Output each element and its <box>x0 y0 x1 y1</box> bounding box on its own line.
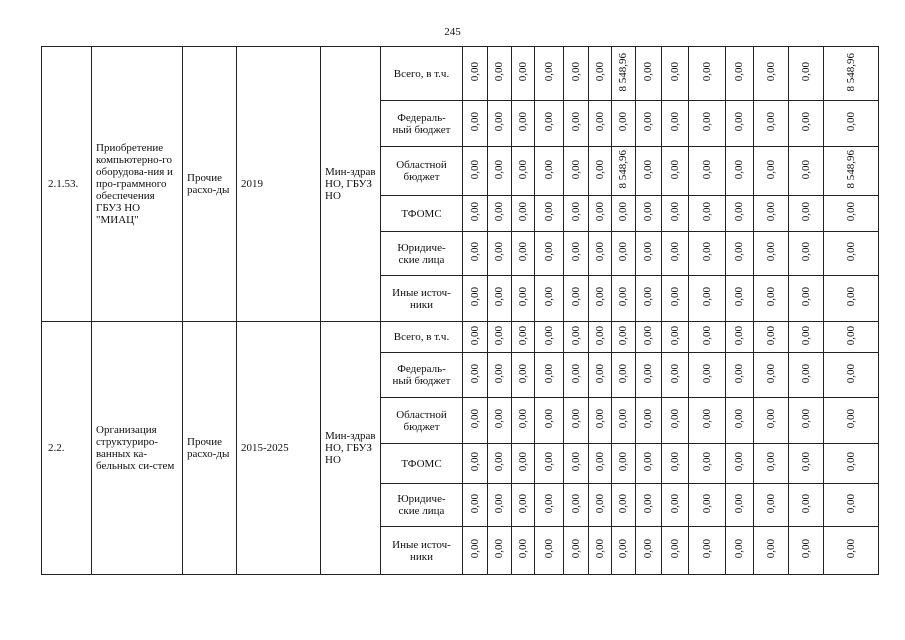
value-cell: 0,00 <box>799 112 812 132</box>
value-cell: 0,00 <box>593 363 606 384</box>
value-cell: 0,00 <box>733 539 745 559</box>
value-cell: 0,00 <box>642 452 654 472</box>
value-cell: 0,00 <box>493 62 505 82</box>
value-cell: 0,00 <box>468 409 481 429</box>
value-cell: 0,00 <box>593 493 606 514</box>
executor: Мин-здрав НО, ГБУЗ НО <box>321 47 381 322</box>
value-cell: 0,00 <box>700 325 713 346</box>
value-cell: 0,00 <box>764 159 777 180</box>
value-cell: 0,00 <box>642 409 654 429</box>
value-cell: 0,00 <box>468 242 481 262</box>
value-cell: 0,00 <box>617 202 629 222</box>
value-cell: 0,00 <box>516 452 529 472</box>
value-cell: 0,00 <box>493 363 505 384</box>
value-cell: 0,00 <box>733 112 745 132</box>
value-cell: 0,00 <box>542 409 555 429</box>
value-cell: 0,00 <box>700 539 713 559</box>
period: 2015-2025 <box>237 322 321 575</box>
value-cell: 0,00 <box>468 363 481 384</box>
value-cell: 0,00 <box>700 409 713 429</box>
source-label: ТФОМС <box>381 444 463 484</box>
source-label: Федераль- ный бюджет <box>381 101 463 147</box>
value-cell: 0,00 <box>844 363 857 384</box>
value-cell: 0,00 <box>642 325 654 346</box>
value-cell: 0,00 <box>468 325 481 346</box>
value-cell: 0,00 <box>668 287 681 307</box>
value-cell: 0,00 <box>516 325 529 346</box>
measure-name: Приобретение компьютерно-го оборудова-ния и про-граммного обеспечения ГБУЗ НО "МИАЦ" <box>92 47 183 322</box>
value-cell: 0,00 <box>642 112 654 132</box>
value-cell: 0,00 <box>700 159 713 180</box>
page-number: 245 <box>444 26 461 38</box>
value-cell: 0,00 <box>733 452 745 472</box>
value-cell: 0,00 <box>516 539 529 559</box>
value-cell: 0,00 <box>542 325 555 346</box>
value-cell: 0,00 <box>617 363 629 384</box>
value-cell: 0,00 <box>493 112 505 132</box>
value-cell: 0,00 <box>764 62 777 82</box>
value-cell: 0,00 <box>516 159 529 180</box>
value-cell: 0,00 <box>569 287 582 307</box>
source-label: Федераль- ный бюджет <box>381 353 463 398</box>
value-cell: 0,00 <box>844 452 857 472</box>
value-cell: 0,00 <box>516 112 529 132</box>
value-cell: 0,00 <box>493 242 505 262</box>
value-cell: 0,00 <box>569 325 582 346</box>
value-cell: 0,00 <box>642 62 654 82</box>
value-cell: 0,00 <box>542 363 555 384</box>
value-cell: 0,00 <box>799 202 812 222</box>
value-cell: 0,00 <box>642 363 654 384</box>
value-cell: 0,00 <box>668 242 681 262</box>
source-label: Всего, в т.ч. <box>381 47 463 101</box>
value-cell: 0,00 <box>516 242 529 262</box>
value-cell: 0,00 <box>733 493 745 514</box>
value-cell: 0,00 <box>668 539 681 559</box>
value-cell: 0,00 <box>668 452 681 472</box>
value-cell: 0,00 <box>733 287 745 307</box>
value-cell: 0,00 <box>668 159 681 180</box>
value-cell: 0,00 <box>593 409 606 429</box>
value-cell: 0,00 <box>844 112 857 132</box>
source-label: ТФОМС <box>381 196 463 232</box>
source-label: Юридиче- ские лица <box>381 484 463 527</box>
value-cell: 0,00 <box>844 202 857 222</box>
value-cell: 0,00 <box>642 159 654 180</box>
value-cell: 0,00 <box>733 325 745 346</box>
value-cell: 0,00 <box>642 242 654 262</box>
value-cell: 0,00 <box>468 287 481 307</box>
value-cell: 0,00 <box>569 363 582 384</box>
value-cell: 0,00 <box>733 242 745 262</box>
value-cell: 0,00 <box>764 363 777 384</box>
value-cell: 0,00 <box>542 287 555 307</box>
value-cell: 8 548,96 <box>844 52 857 92</box>
value-cell: 8 548,96 <box>844 150 857 189</box>
value-cell: 0,00 <box>593 159 606 180</box>
value-cell: 0,00 <box>516 202 529 222</box>
value-cell: 0,00 <box>764 493 777 514</box>
measure-code: 2.2. <box>42 322 92 575</box>
value-cell: 0,00 <box>617 112 629 132</box>
value-cell: 0,00 <box>668 62 681 82</box>
value-cell: 0,00 <box>569 493 582 514</box>
value-cell: 0,00 <box>700 112 713 132</box>
value-cell: 0,00 <box>542 452 555 472</box>
value-cell: 0,00 <box>468 452 481 472</box>
value-cell: 0,00 <box>593 202 606 222</box>
value-cell: 0,00 <box>569 202 582 222</box>
period: 2019 <box>237 47 321 322</box>
value-cell: 8 548,96 <box>617 52 629 92</box>
value-cell: 0,00 <box>844 539 857 559</box>
value-cell: 0,00 <box>493 409 505 429</box>
value-cell: 0,00 <box>542 493 555 514</box>
source-label: Юридиче- ские лица <box>381 232 463 276</box>
value-cell: 0,00 <box>493 539 505 559</box>
value-cell: 0,00 <box>569 452 582 472</box>
value-cell: 0,00 <box>493 452 505 472</box>
value-cell: 0,00 <box>642 493 654 514</box>
value-cell: 0,00 <box>799 493 812 514</box>
value-cell: 0,00 <box>764 539 777 559</box>
value-cell: 0,00 <box>493 287 505 307</box>
executor: Мин-здрав НО, ГБУЗ НО <box>321 322 381 575</box>
value-cell: 0,00 <box>493 159 505 180</box>
value-cell: 0,00 <box>569 62 582 82</box>
value-cell: 0,00 <box>617 287 629 307</box>
source-label: Иные источ- ники <box>381 527 463 575</box>
value-cell: 0,00 <box>700 363 713 384</box>
value-cell: 0,00 <box>542 539 555 559</box>
value-cell: 0,00 <box>844 409 857 429</box>
value-cell: 0,00 <box>799 62 812 82</box>
value-cell: 0,00 <box>468 493 481 514</box>
budget-table <box>41 46 879 575</box>
value-cell: 0,00 <box>764 112 777 132</box>
value-cell: 0,00 <box>569 242 582 262</box>
value-cell: 0,00 <box>468 112 481 132</box>
expense-type: Прочие расхо-ды <box>183 322 237 575</box>
value-cell: 0,00 <box>569 112 582 132</box>
value-cell: 0,00 <box>516 62 529 82</box>
value-cell: 0,00 <box>642 539 654 559</box>
value-cell: 0,00 <box>733 159 745 180</box>
value-cell: 0,00 <box>468 62 481 82</box>
value-cell: 0,00 <box>593 452 606 472</box>
value-cell: 0,00 <box>542 242 555 262</box>
value-cell: 0,00 <box>700 242 713 262</box>
value-cell: 8 548,96 <box>617 150 629 189</box>
value-cell: 0,00 <box>733 409 745 429</box>
measure-name: Организация структуриро-ванных ка-бельных си-стем <box>92 322 183 575</box>
value-cell: 0,00 <box>593 325 606 346</box>
value-cell: 0,00 <box>593 242 606 262</box>
value-cell: 0,00 <box>668 112 681 132</box>
value-cell: 0,00 <box>668 202 681 222</box>
value-cell: 0,00 <box>700 452 713 472</box>
value-cell: 0,00 <box>468 159 481 180</box>
value-cell: 0,00 <box>668 325 681 346</box>
value-cell: 0,00 <box>700 493 713 514</box>
value-cell: 0,00 <box>844 242 857 262</box>
value-cell: 0,00 <box>668 409 681 429</box>
value-cell: 0,00 <box>799 363 812 384</box>
table-row <box>42 322 879 353</box>
value-cell: 0,00 <box>617 452 629 472</box>
value-cell: 0,00 <box>617 409 629 429</box>
value-cell: 0,00 <box>542 62 555 82</box>
value-cell: 0,00 <box>700 287 713 307</box>
value-cell: 0,00 <box>700 62 713 82</box>
value-cell: 0,00 <box>617 242 629 262</box>
value-cell: 0,00 <box>569 409 582 429</box>
value-cell: 0,00 <box>516 493 529 514</box>
value-cell: 0,00 <box>542 202 555 222</box>
table-row <box>42 47 879 101</box>
value-cell: 0,00 <box>799 242 812 262</box>
value-cell: 0,00 <box>593 112 606 132</box>
value-cell: 0,00 <box>799 287 812 307</box>
value-cell: 0,00 <box>516 363 529 384</box>
value-cell: 0,00 <box>569 539 582 559</box>
value-cell: 0,00 <box>733 202 745 222</box>
value-cell: 0,00 <box>542 159 555 180</box>
value-cell: 0,00 <box>733 62 745 82</box>
value-cell: 0,00 <box>516 409 529 429</box>
value-cell: 0,00 <box>799 409 812 429</box>
value-cell: 0,00 <box>617 539 629 559</box>
value-cell: 0,00 <box>668 363 681 384</box>
value-cell: 0,00 <box>468 539 481 559</box>
source-label: Иные источ- ники <box>381 276 463 322</box>
value-cell: 0,00 <box>642 287 654 307</box>
value-cell: 0,00 <box>569 159 582 180</box>
value-cell: 0,00 <box>799 539 812 559</box>
value-cell: 0,00 <box>799 325 812 346</box>
source-label: Областной бюджет <box>381 398 463 444</box>
measure-code: 2.1.53. <box>42 47 92 322</box>
value-cell: 0,00 <box>593 62 606 82</box>
value-cell: 0,00 <box>668 493 681 514</box>
value-cell: 0,00 <box>700 202 713 222</box>
value-cell: 0,00 <box>764 452 777 472</box>
value-cell: 0,00 <box>733 363 745 384</box>
expense-type: Прочие расхо-ды <box>183 47 237 322</box>
value-cell: 0,00 <box>617 493 629 514</box>
value-cell: 0,00 <box>764 287 777 307</box>
value-cell: 0,00 <box>493 325 505 346</box>
source-label: Областной бюджет <box>381 147 463 196</box>
value-cell: 0,00 <box>844 325 857 346</box>
value-cell: 0,00 <box>764 242 777 262</box>
value-cell: 0,00 <box>516 287 529 307</box>
value-cell: 0,00 <box>642 202 654 222</box>
value-cell: 0,00 <box>844 287 857 307</box>
value-cell: 0,00 <box>617 325 629 346</box>
value-cell: 0,00 <box>493 493 505 514</box>
source-label: Всего, в т.ч. <box>381 322 463 353</box>
value-cell: 0,00 <box>493 202 505 222</box>
value-cell: 0,00 <box>468 202 481 222</box>
value-cell: 0,00 <box>593 287 606 307</box>
value-cell: 0,00 <box>764 409 777 429</box>
value-cell: 0,00 <box>542 112 555 132</box>
value-cell: 0,00 <box>593 539 606 559</box>
value-cell: 0,00 <box>799 159 812 180</box>
value-cell: 0,00 <box>764 202 777 222</box>
value-cell: 0,00 <box>764 325 777 346</box>
value-cell: 0,00 <box>844 493 857 514</box>
value-cell: 0,00 <box>799 452 812 472</box>
